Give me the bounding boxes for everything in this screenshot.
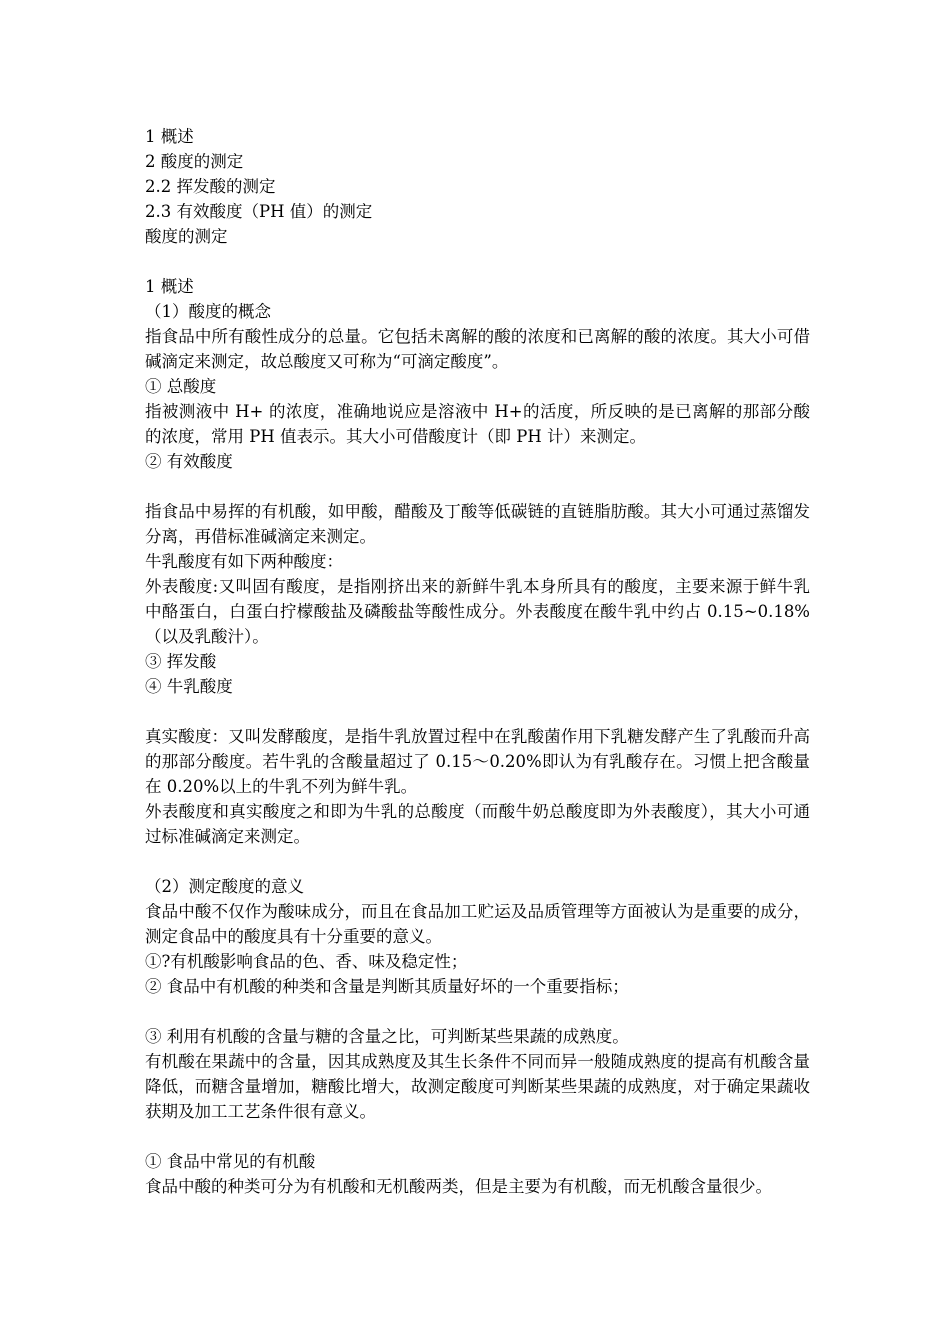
paragraph: 指食品中易挥的有机酸，如甲酸，醋酸及丁酸等低碳链的直链脂肪酸。其大小可通过蒸馏发分离，再借标准碱滴定来测定。: [145, 502, 810, 546]
list-label: ② 有效酸度: [145, 452, 233, 471]
list-label: ① 总酸度: [145, 377, 217, 396]
paragraph: 食品中酸不仅作为酸味成分，而且在食品加工贮运及品质管理等方面被认为是重要的成分，测定食品中的酸度具有十分重要的意义。: [145, 902, 810, 946]
list-label: ① 食品中常见的有机酸: [145, 1152, 316, 1171]
spacer: [145, 1124, 810, 1149]
subheading: （1）酸度的概念: [145, 302, 271, 321]
paragraph: 外表酸度:又叫固有酸度，是指刚挤出来的新鲜牛乳本身所具有的酸度，主要来源于鲜牛乳中酪蛋白，白蛋白拧檬酸盐及磷酸盐等酸性成分。外表酸度在酸牛乳中约占 0.15~0.18%（以及乳酸汁）。: [145, 577, 810, 646]
paragraph: 真实酸度：又叫发酵酸度，是指牛乳放置过程中在乳酸菌作用下乳糖发酵产生了乳酸而升高的那部分酸度。若牛乳的含酸量超过了 0.15～0.20%即认为有乳酸存在。习惯上把含酸量在 0.20%以上的牛乳不列为鲜牛乳。: [145, 727, 810, 796]
paragraph: 有机酸在果蔬中的含量，因其成熟度及其生长条件不同而异一般随成熟度的提高有机酸含量降低，而糖含量增加，糖酸比增大，故测定酸度可判断某些果蔬的成熟度，对于确定果蔬收获期及加工工艺条件很有意义。: [145, 1052, 810, 1121]
paragraph: 指被测液中 H+ 的浓度，准确地说应是溶液中 H+的活度，所反映的是已离解的那部分酸的浓度，常用 PH 值表示。其大小可借酸度计（即 PH 计）来测定。: [145, 402, 810, 446]
toc-item: 酸度的测定: [145, 227, 228, 246]
document-body: [145, 124, 810, 1199]
paragraph: 指食品中所有酸性成分的总量。它包括未离解的酸的浓度和已离解的酸的浓度。其大小可借碱滴定来测定，故总酸度又可称为“可滴定酸度”。: [145, 327, 810, 371]
list-item: ③ 利用有机酸的含量与糖的含量之比，可判断某些果蔬的成熟度。: [145, 1027, 629, 1046]
toc-item: 1 概述: [145, 127, 194, 146]
toc-item: 2 酸度的测定: [145, 152, 244, 171]
toc-item: 2.2 挥发酸的测定: [145, 177, 276, 196]
paragraph: 食品中酸的种类可分为有机酸和无机酸两类，但是主要为有机酸，而无机酸含量很少。: [145, 1177, 772, 1196]
toc-item: 2.3 有效酸度（PH 值）的测定: [145, 202, 373, 221]
spacer: [145, 474, 810, 499]
section-heading: 1 概述: [145, 277, 194, 296]
paragraph: 外表酸度和真实酸度之和即为牛乳的总酸度（而酸牛奶总酸度即为外表酸度），其大小可通过标准碱滴定来测定。: [145, 802, 810, 846]
spacer: [145, 699, 810, 724]
paragraph: 牛乳酸度有如下两种酸度：: [145, 552, 343, 571]
list-label: ④ 牛乳酸度: [145, 677, 233, 696]
spacer: [145, 999, 810, 1024]
list-item: ② 食品中有机酸的种类和含量是判断其质量好坏的一个重要指标；: [145, 977, 629, 996]
list-label: ③ 挥发酸: [145, 652, 217, 671]
spacer: [145, 849, 810, 874]
subheading: （2）测定酸度的意义: [145, 877, 304, 896]
list-item: ①?有机酸影响食品的色、香、味及稳定性；: [145, 952, 468, 971]
spacer: [145, 249, 810, 274]
